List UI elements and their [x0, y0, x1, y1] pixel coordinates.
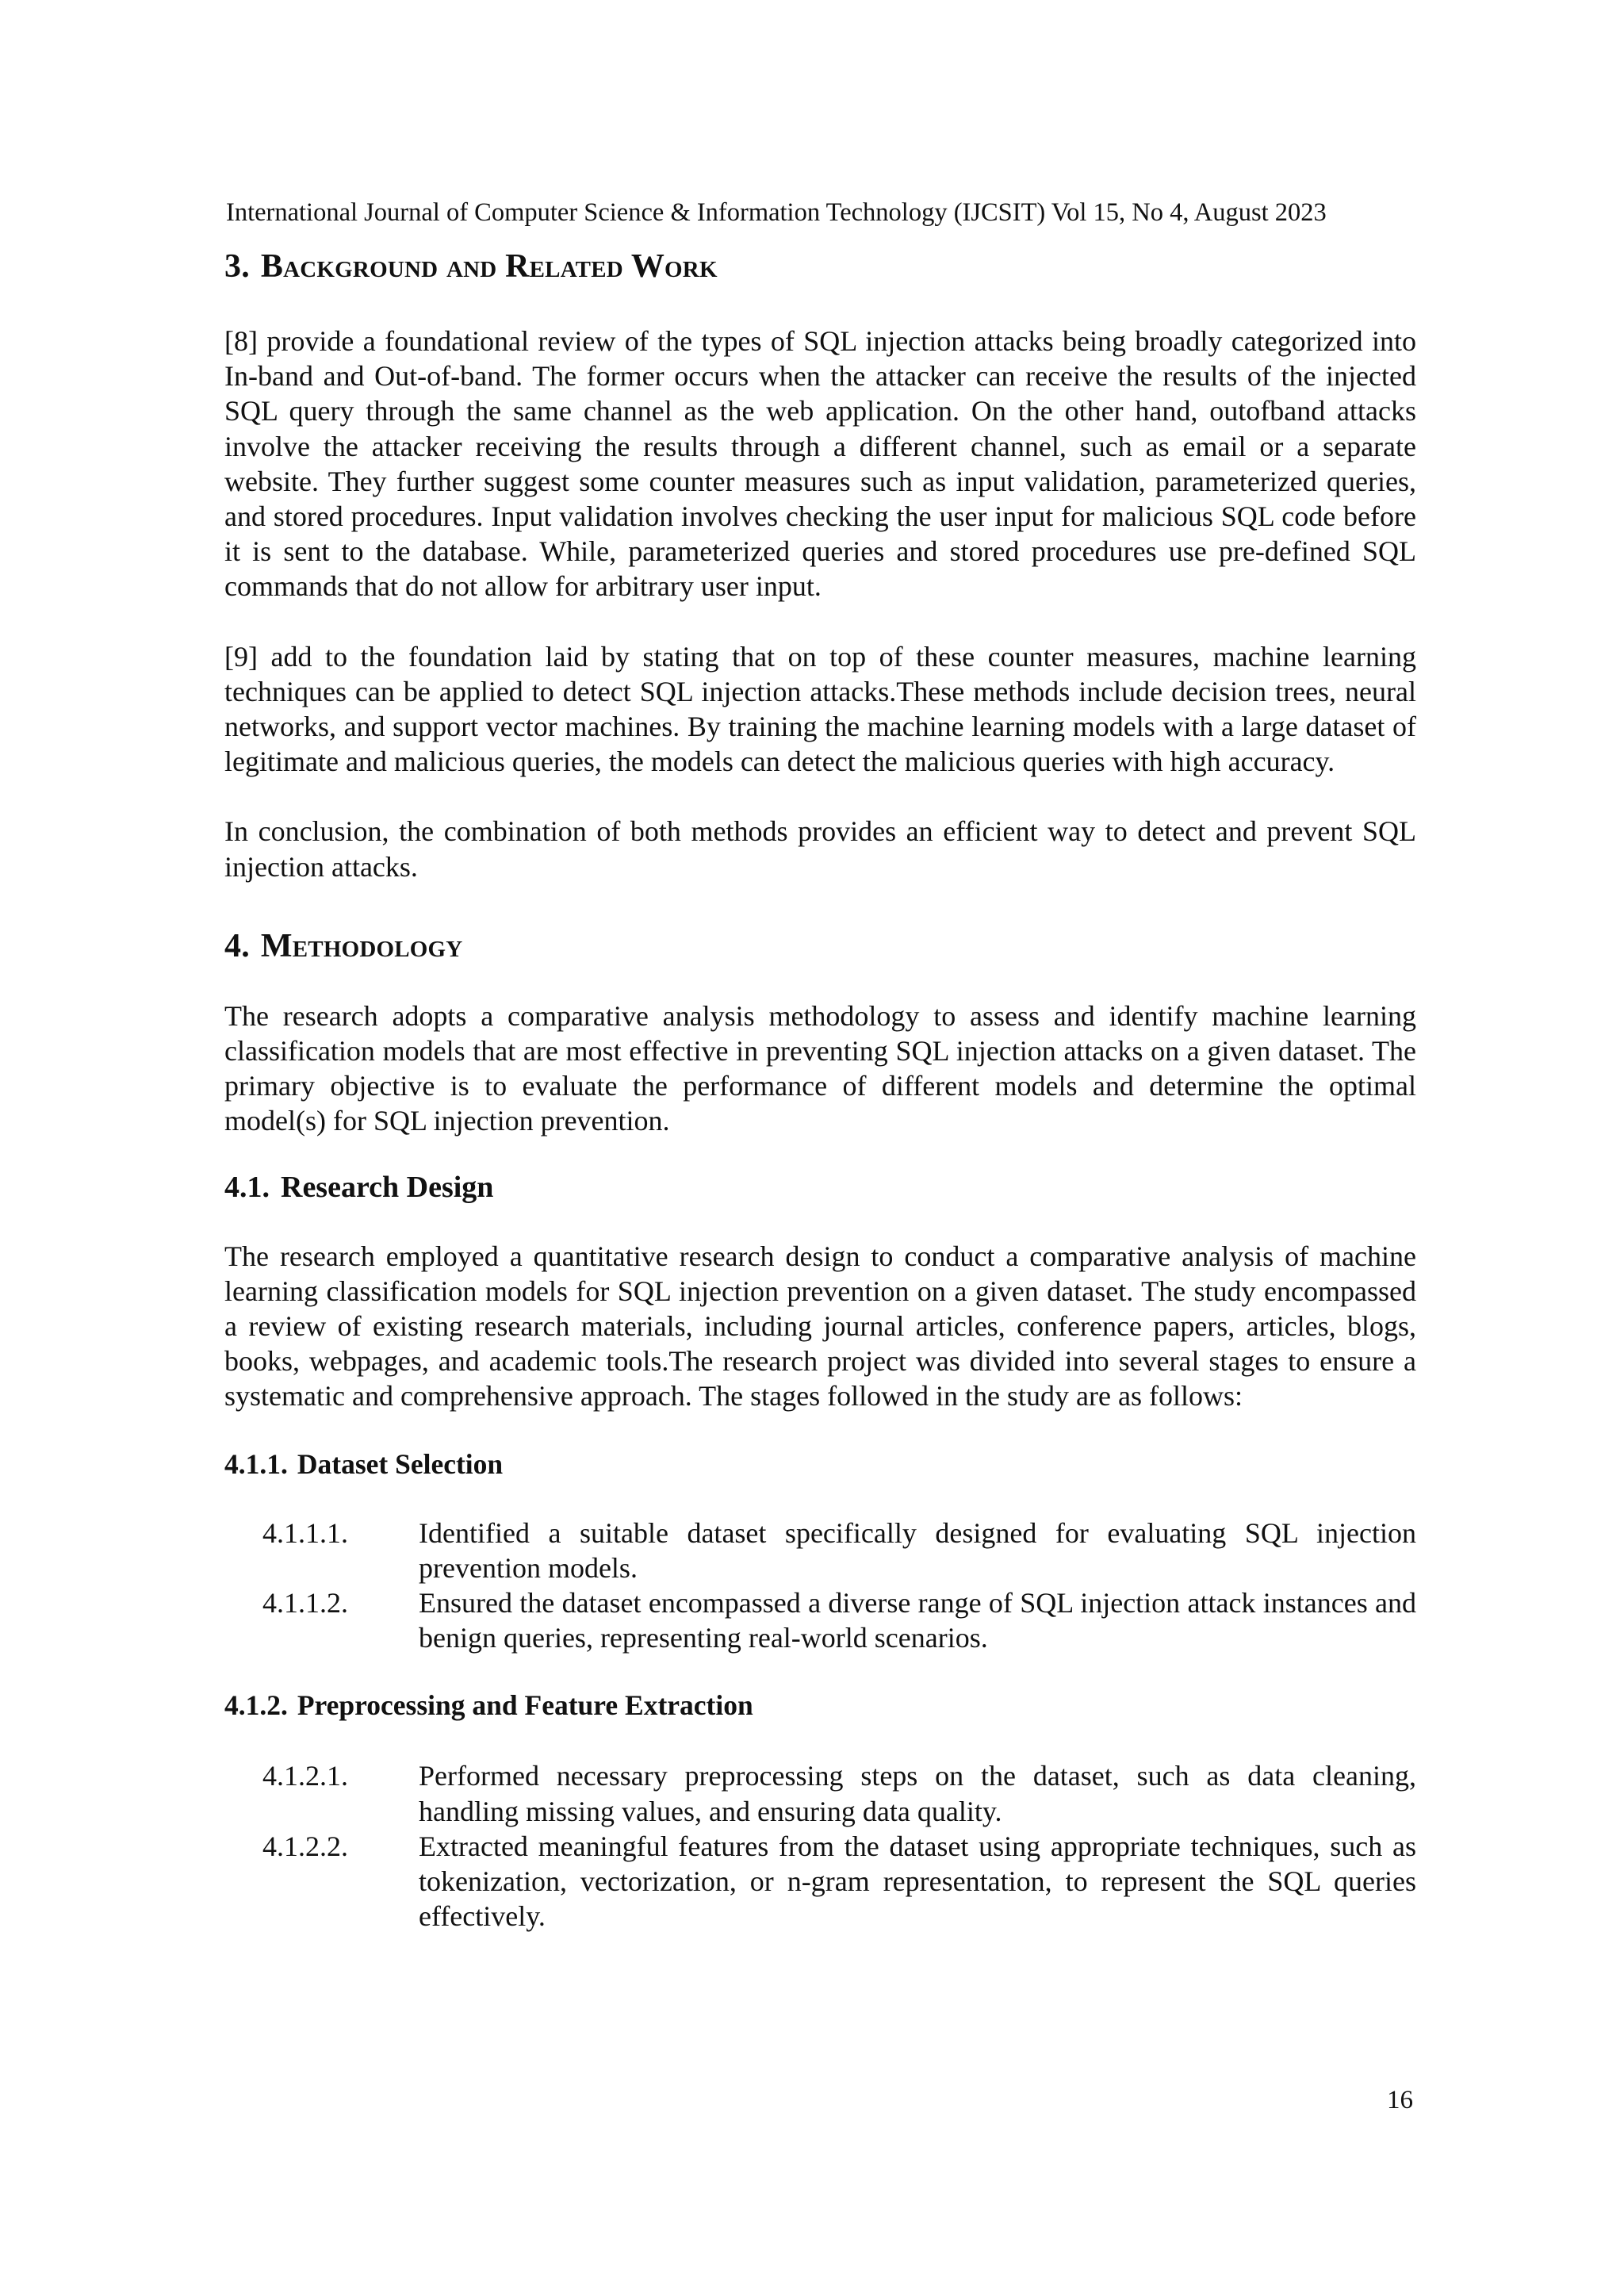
list-item	[262, 1829, 1416, 1934]
section-3-paragraph-2: [9] add to the foundation laid by stating that on top of these counter measures, machine learning techniques can be applied to detect SQL injection attacks.These methods include decision trees, neural networks, and support vector machines. By training the machine learning models with a large dataset of legitimate and malicious queries, the models can detect the malicious queries with high accuracy.	[224, 640, 1416, 778]
section-3-paragraph-3: In conclusion, the combination of both methods provides an efficient way to detect and prevent SQL injection attacks.	[224, 815, 1416, 883]
page-body	[224, 243, 1416, 1934]
subsection-4-1-heading	[224, 1167, 1416, 1207]
subsection-4-1-title: Research Design	[281, 1170, 494, 1204]
list-item-number: 4.1.2.1.	[262, 1760, 348, 1792]
section-3-heading	[224, 243, 1416, 290]
subsection-4-1-2-title: Preprocessing and Feature Extraction	[297, 1689, 753, 1722]
section-4-title: Methodology	[260, 927, 463, 964]
list-item-text: Ensured the dataset encompassed a diverse range of SQL injection attack instances and benign queries, representing real-world scenarios.	[419, 1587, 1416, 1654]
list-item-number: 4.1.1.2.	[262, 1587, 348, 1619]
section-3-paragraph-1: [8] provide a foundational review of the types of SQL injection attacks being broadly categorized into In-band and Out-of-band. The former occurs when the attacker can receive the results of the injected SQL query through the same channel as the web application. On the other hand, outofband attacks involve the attacker receiving the results through a different channel, such as email or a separate website. They further suggest some counter measures such as input validation, parameterized queries, and stored procedures. Input validation involves checking the user input for malicious SQL code before it is sent to the database. While, parameterized queries and stored procedures use pre-defined SQL commands that do not allow for arbitrary user input.	[224, 325, 1416, 603]
subsection-4-1-paragraph: The research employed a quantitative research design to conduct a comparative analysis of machine learning classification models for SQL injection prevention on a given dataset. The study encompassed a review of existing research materials, including journal articles, conference papers, articles, blogs, books, webpages, and academic tools.The research project was divided into several stages to ensure a systematic and comprehensive approach. The stages followed in the study are as follows:	[224, 1240, 1416, 1412]
list-item	[262, 1758, 1416, 1828]
subsection-4-1-2-heading	[224, 1687, 1416, 1723]
list-item-text: Identified a suitable dataset specifically designed for evaluating SQL injection prevention models.	[419, 1516, 1416, 1584]
dataset-selection-list	[224, 1516, 1416, 1656]
subsection-4-1-number: 4.1.	[224, 1170, 270, 1204]
subsection-4-1-1-heading	[224, 1446, 1416, 1482]
list-item-number: 4.1.1.1.	[262, 1516, 348, 1549]
page-number: 16	[1387, 2086, 1413, 2114]
section-4-number: 4.	[224, 927, 250, 964]
list-item-text: Performed necessary preprocessing steps on the dataset, such as data cleaning, handling missing values, and ensuring data quality.	[419, 1760, 1416, 1827]
list-item-number: 4.1.2.2.	[262, 1830, 348, 1862]
section-4-paragraph: The research adopts a comparative analysis methodology to assess and identify machine learning classification models that are most effective in preventing SQL injection attacks on a given dataset. The primary objective is to evaluate the performance of different models and determine the optimal model(s) for SQL injection prevention.	[224, 999, 1416, 1137]
section-3-number: 3.	[224, 248, 250, 285]
subsection-4-1-2-number: 4.1.2.	[224, 1689, 288, 1722]
running-header: International Journal of Computer Science & Information Technology (IJCSIT) Vol 15, No 4, August 2023	[226, 198, 1327, 227]
list-item-text: Extracted meaningful features from the dataset using appropriate techniques, such as tokenization, vectorization, or n-gram representation, to represent the SQL queries effectively.	[419, 1830, 1416, 1933]
preprocessing-list	[224, 1758, 1416, 1934]
subsection-4-1-1-number: 4.1.1.	[224, 1447, 288, 1480]
section-3-title: Background and Related Work	[260, 248, 718, 285]
subsection-4-1-1-title: Dataset Selection	[297, 1447, 504, 1480]
list-item	[262, 1585, 1416, 1655]
section-4-heading	[224, 922, 1416, 970]
list-item	[262, 1516, 1416, 1585]
